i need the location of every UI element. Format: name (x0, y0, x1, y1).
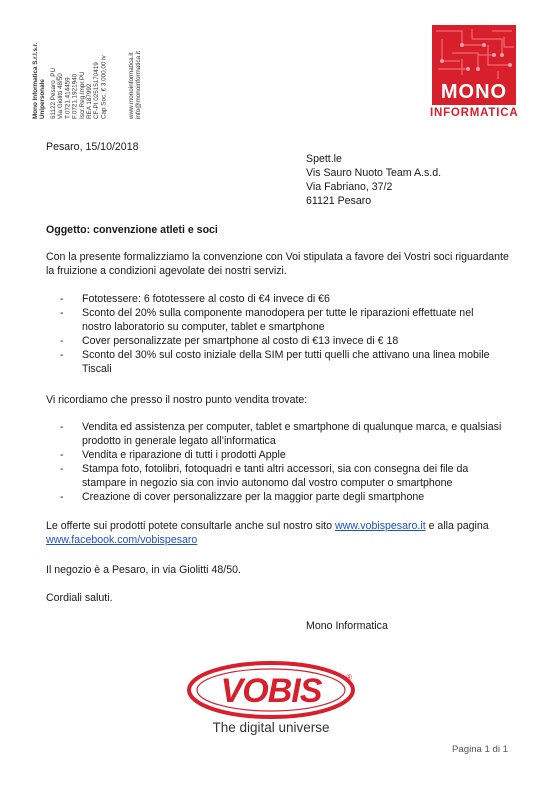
svg-text:The digital universe: The digital universe (212, 720, 330, 735)
list-item: - Fototessere: 6 fototessere al costo di €4 invece di €6 (60, 293, 330, 305)
reminder-line: Vi ricordiamo che presso il nostro punto vendita trovate: (46, 394, 308, 406)
services-list (60, 420, 522, 504)
list-item: - Sconto del 30% sul costo iniziale della SIM per tutti quelli che attivano una linea mobile Tiscali (60, 349, 490, 375)
store-location: Il negozio è a Pesaro, in via Giolitti 48/50. (46, 564, 241, 576)
sender-address: 61122 Pesaro_PU Via Giolitti 48/50 T.0721.414459 F.0721.1921940 Iscr.Reg.Impr.PU REA 187992 CF-PI 02515170419 Cap.Soc. € 3.000,00 iv (50, 55, 108, 119)
sender-company: Mono Informatica S.r.l.s.r. Unipersonale (32, 42, 47, 119)
closing-line: Cordiali saluti. (46, 592, 113, 604)
signature: Mono Informatica (306, 620, 388, 632)
offers-list (60, 292, 522, 376)
logo-circuit-pattern: MONO (432, 25, 516, 105)
vobis-logo (186, 660, 356, 740)
sender-web: www.monoinformatica.it info@monoinformatica.it (128, 51, 143, 119)
facebook-link[interactable]: www.facebook.com/vobispesaro (46, 534, 198, 546)
site-link[interactable]: www.vobispesaro.it (334, 520, 426, 532)
list-item: - Vendita e riparazione di tutti i prodotti Apple (60, 449, 286, 461)
list-item: - Creazione di cover personalizzare per la maggior parte degli smartphone (60, 491, 425, 503)
list-item: - Cover personalizzate per smartphone al costo di €13 invece di € 18 (60, 335, 399, 347)
page-number: Pagina 1 di 1 (452, 744, 509, 755)
intro-paragraph: Con la presente formalizziamo la convenzione con Voi stipulata a favore dei Vostri soci riguardante la fruizione a condizioni agevolate dei nostri servizi. (46, 251, 509, 277)
recipient-block: Spett.le Vis Sauro Nuoto Team A.s.d. Via Fabriano, 37/2 61121 Pesaro (306, 153, 442, 207)
list-item: - Sconto del 20% sulla componente manodopera per tutte le riparazioni effettuate nel nostro laboratorio su computer, tablet e smartphone (60, 307, 474, 333)
svg-text:®: ® (346, 673, 352, 682)
date-line: Pesaro, 15/10/2018 (46, 141, 139, 153)
links-paragraph: Le offerte sui prodotti potete consultarle anche sul nostro sito www.vobispesaro.it e alla pagina www.facebook.com/vobispesaro (46, 520, 489, 546)
list-item: - Vendita ed assistenza per computer, tablet e smartphone di qualunque marca, e qualsiasi prodotto in generale legato all’informatica (60, 421, 502, 447)
subject-line: Oggetto: convenzione atleti e soci (46, 224, 218, 236)
mono-informatica-logo: MONO INFORMATICA (430, 25, 518, 123)
list-item: - Stampa foto, fotolibri, fotoquadri e tanti altri accessori, sia con consegna dei file da stampare in negozio sia con invio autonomo dal vostro computer o smartphone (60, 463, 469, 489)
svg-text:VOBIS: VOBIS (220, 672, 322, 710)
